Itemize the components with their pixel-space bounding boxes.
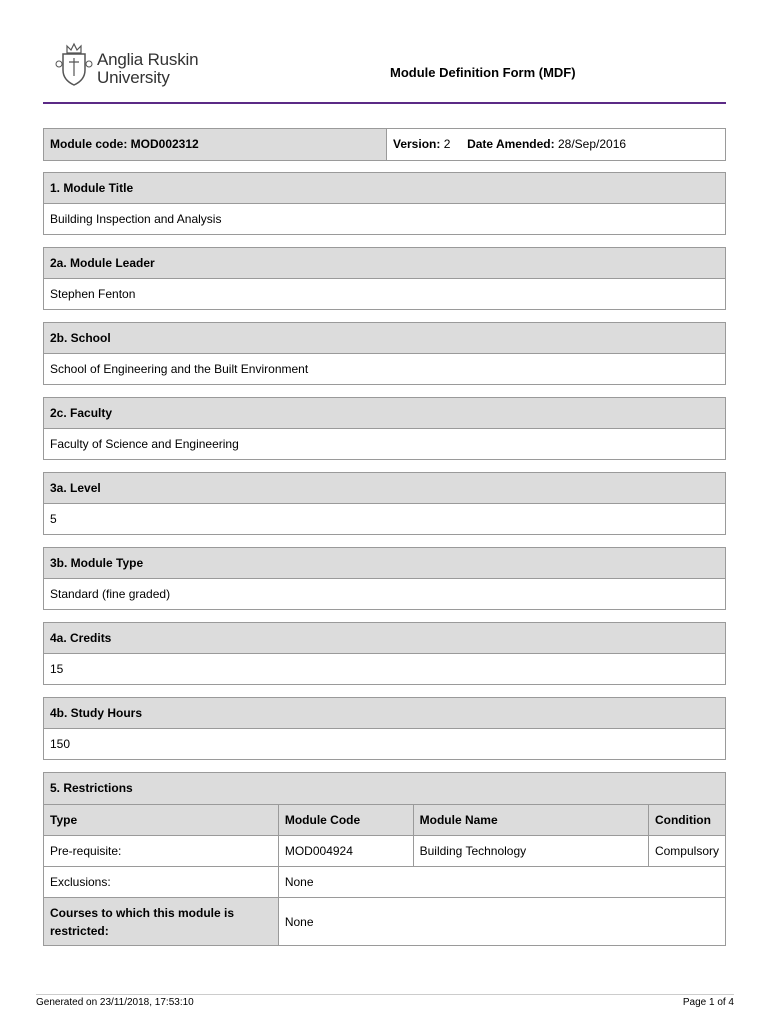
- prereq-name: Building Technology: [413, 836, 648, 867]
- module-code: Module code: MOD002312: [44, 129, 387, 160]
- section-value: Faculty of Science and Engineering: [50, 437, 239, 451]
- section-header: 3a. Level: [44, 473, 725, 504]
- section-restrictions: [43, 772, 726, 946]
- section-faculty: [43, 397, 726, 460]
- crest-icon: [55, 40, 93, 88]
- section-header: 2c. Faculty: [44, 398, 725, 429]
- table-row: [44, 898, 725, 946]
- table-row: [44, 836, 725, 867]
- section-module-title: [43, 172, 726, 235]
- footer-divider: [36, 994, 734, 995]
- section-value: Stephen Fenton: [50, 287, 136, 301]
- section-module-leader: [43, 247, 726, 310]
- section-school: [43, 322, 726, 385]
- section-header: 4a. Credits: [44, 623, 725, 654]
- courses-type: Courses to which this module is restricted:: [44, 898, 278, 946]
- section-value: School of Engineering and the Built Environment: [50, 362, 309, 376]
- section-value: 15: [50, 662, 64, 676]
- generated-timestamp: Generated on 23/11/2018, 17:53:10: [36, 997, 194, 1008]
- column-header-type: Type: [44, 805, 278, 836]
- section-header: 2a. Module Leader: [44, 248, 725, 279]
- section-value: Building Inspection and Analysis: [50, 212, 222, 226]
- section-header: 3b. Module Type: [44, 548, 725, 579]
- logo-line1: Anglia Ruskin: [97, 50, 199, 69]
- section-level: [43, 472, 726, 535]
- section-study-hours: [43, 697, 726, 760]
- table-header-row: [44, 805, 725, 836]
- section-value: 5: [50, 512, 57, 526]
- version-label: Version:: [393, 137, 441, 151]
- prereq-condition: Compulsory: [648, 836, 725, 867]
- table-row: [44, 867, 725, 898]
- section-header: 1. Module Title: [44, 173, 725, 204]
- column-header-condition: Condition: [648, 805, 725, 836]
- section-header: 2b. School: [44, 323, 725, 354]
- page-number: Page 1 of 4: [682, 997, 734, 1008]
- form-title: Module Definition Form (MDF): [390, 65, 576, 80]
- section-module-type: [43, 547, 726, 610]
- column-header-code: Module Code: [278, 805, 413, 836]
- date-amended-label: Date Amended:: [467, 137, 555, 151]
- exclusions-value: None: [278, 867, 725, 898]
- restrictions-table: [44, 804, 725, 945]
- module-code-row: [43, 128, 726, 161]
- university-logo: [55, 40, 215, 90]
- exclusions-type: Exclusions:: [44, 867, 278, 898]
- section-value: 150: [50, 737, 71, 751]
- logo-line2: University: [97, 68, 170, 87]
- header-divider: [43, 102, 726, 104]
- date-amended-value: 28/Sep/2016: [557, 137, 627, 151]
- section-value: Standard (fine graded): [50, 587, 171, 601]
- section-header: 4b. Study Hours: [44, 698, 725, 729]
- column-header-name: Module Name: [413, 805, 648, 836]
- courses-value: None: [278, 898, 725, 946]
- prereq-code: MOD004924: [278, 836, 413, 867]
- version-value: 2: [443, 137, 451, 151]
- prereq-type: Pre-requisite:: [44, 836, 278, 867]
- version-info: [387, 129, 725, 160]
- section-header: 5. Restrictions: [44, 773, 725, 804]
- section-credits: [43, 622, 726, 685]
